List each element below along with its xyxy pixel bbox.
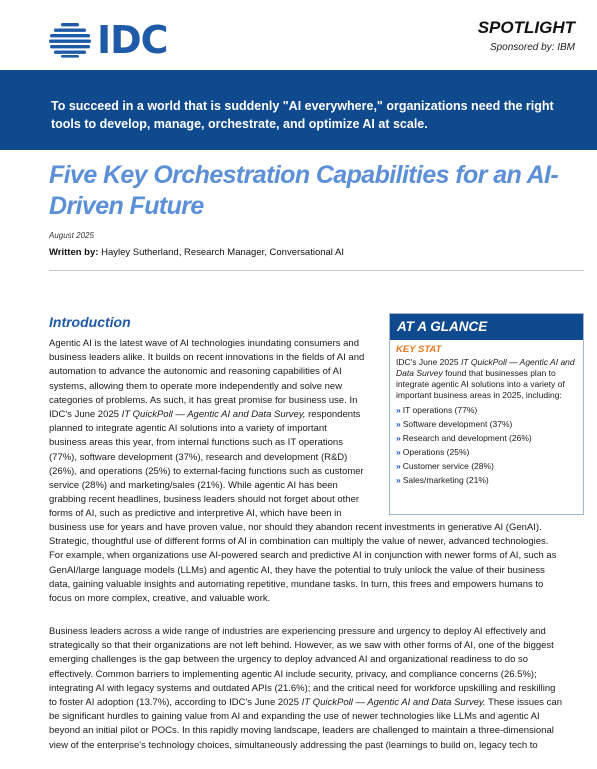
list-item xyxy=(396,473,577,487)
key-stat-list xyxy=(396,403,577,487)
text-run: to foster AI adoption (13.7%), according to IDC's June 2025 xyxy=(49,697,302,709)
list-item xyxy=(396,417,577,431)
list-item-label: Sales/marketing (21%) xyxy=(402,475,489,485)
introduction-heading: Introduction xyxy=(49,314,131,330)
list-item-label: Customer service (28%) xyxy=(402,461,494,471)
spotlight-label: SPOTLIGHT xyxy=(477,18,575,37)
text-line: business leaders alike. It builds on recent innovations in the fields of AI and xyxy=(49,352,365,364)
text-line: strategically so that their organizations are not left behind. However, as we saw with other forms of AI, one of the biggest xyxy=(49,640,554,652)
banner-text: To succeed in a world that is suddenly "AI everywhere," organizations need the right tools to develop, manage, orchestrate, and optimize AI at scale. xyxy=(51,99,554,131)
text-line: (77%), software development (37%), research and development (R&D) xyxy=(49,451,348,463)
text-line: service (28%) and marketing/sales (21%). While agentic AI has been xyxy=(49,480,338,492)
text-line: emerging challenges is the gap between the urgency to deploy advanced AI and organizational readiness to do so xyxy=(49,654,529,666)
bullet-arrow-icon: » xyxy=(396,447,401,457)
key-stat-text xyxy=(396,357,577,401)
text-line: planned to integrate agentic AI solutions into a variety of important xyxy=(49,423,327,435)
text-run: IDC's June 2025 xyxy=(49,409,122,421)
survey-name: IT QuickPoll — Agentic AI and Data Survey. xyxy=(301,697,486,709)
at-a-glance-heading: AT A GLANCE xyxy=(390,314,583,340)
list-item-label: Research and development (26%) xyxy=(402,433,532,443)
author-label: Written by: xyxy=(49,247,99,258)
list-item-label: Software development (37%) xyxy=(402,419,513,429)
key-stat-text-pre: IDC's June 2025 xyxy=(396,357,461,367)
bullet-arrow-icon: » xyxy=(396,405,401,415)
text-line: business areas this year, from internal functions such as IT operations xyxy=(49,437,343,449)
text-line: integrating AI with legacy systems and outdated APIs (21.6%); and the critical need for workforce upskilling and reskilling xyxy=(49,682,556,694)
bullet-arrow-icon: » xyxy=(396,433,401,443)
text-line: effectively. Common barriers to implementing agentic AI include security, privacy, and compliance concerns (26.5%); xyxy=(49,668,537,680)
idc-logo xyxy=(49,20,168,60)
intro-paragraph-column xyxy=(49,337,381,522)
intro-paragraph-wide xyxy=(49,521,589,606)
text-line: Strategic, thoughtful use of different forms of AI in combination can multiply the value of newer, advanced technologies. xyxy=(49,536,549,548)
key-stat-text-post: found that businesses plan to integrate agentic AI solutions into a variety of important business areas in 2025, including: xyxy=(396,368,565,400)
text-line: focus on more complex, creative, and valuable work. xyxy=(49,593,271,605)
list-item-label: IT operations (77%) xyxy=(402,405,478,415)
survey-name: IT QuickPoll — Agentic AI and Data Survey, xyxy=(121,409,306,421)
list-item xyxy=(396,445,577,459)
text-run: These issues can xyxy=(485,697,562,709)
key-stat-label: KEY STAT xyxy=(396,344,442,355)
text-line: forms of AI, such as predictive and interpretive AI, which have been in xyxy=(49,508,342,520)
text-line: systems, allowing them to operate more independently and solve new xyxy=(49,380,343,392)
list-item xyxy=(396,459,577,473)
at-a-glance-box xyxy=(389,313,584,515)
list-item-label: Operations (25%) xyxy=(402,447,470,457)
text-line xyxy=(49,408,381,422)
bullet-arrow-icon: » xyxy=(396,419,401,429)
text-line: categories of problems. As such, it has great promise for business use. In xyxy=(49,394,358,406)
text-line: grabbing recent headlines, business leaders should not forget about other xyxy=(49,494,360,506)
idc-globe-icon xyxy=(49,22,91,58)
key-stat-survey-name: IT QuickPoll — Agentic AI and Data Survey xyxy=(396,357,575,378)
author-line xyxy=(49,247,344,258)
divider xyxy=(49,270,584,271)
page-title: Five Key Orchestration Capabilities for an AI-Driven Future xyxy=(49,161,559,220)
text-run: respondents xyxy=(305,409,361,421)
publish-date: August 2025 xyxy=(49,231,94,240)
bullet-arrow-icon: » xyxy=(396,475,401,485)
sponsor-label: Sponsored by: IBM xyxy=(489,42,575,53)
text-line: be significant hurdles to gaining value from AI and expanding the use of newer technologies like LLMs and agentic AI xyxy=(49,711,540,723)
text-line: For example, when organizations use AI-powered search and predictive AI in conjunction with newer forms of AI, such as xyxy=(49,550,557,562)
text-line: data, gaining valuable insights and automating repetitive, mundane tasks. In turn, this frees and empowers humans to xyxy=(49,578,544,590)
text-line: automation to advance the autonomic and reasoning capabilities of AI xyxy=(49,366,342,378)
bullet-arrow-icon: » xyxy=(396,461,401,471)
text-line xyxy=(49,696,589,710)
text-line: (26%), and operations (25%) to external-facing functions such as customer xyxy=(49,465,364,477)
list-item xyxy=(396,431,577,445)
second-paragraph xyxy=(49,625,589,753)
list-item xyxy=(396,403,577,417)
text-line: view of the enterprise's technology choices, simultaneously addressing the past (learnings to build on, legacy tech to xyxy=(49,739,538,751)
text-line: Agentic AI is the latest wave of AI technologies inundating consumers and xyxy=(49,338,359,349)
text-line: Business leaders across a wide range of industries are experiencing pressure and urgency to deploy AI effectively and xyxy=(49,626,546,637)
text-line: beyond an initial pilot or POCs. In this rapidly moving landscape, leaders are challenged to maintain a three-dimensional xyxy=(49,725,554,737)
author-name: Hayley Sutherland, Research Manager, Conversational AI xyxy=(98,247,344,258)
logo-wordmark: IDC xyxy=(97,18,168,62)
text-line: GenAI/large language models (LLMs) and agentic AI, they have the potential to truly unlock the value of their business xyxy=(49,564,545,576)
text-line: business use for years and have proven value, nor should they abandon recent investments in generative AI (GenAI). xyxy=(49,522,542,533)
